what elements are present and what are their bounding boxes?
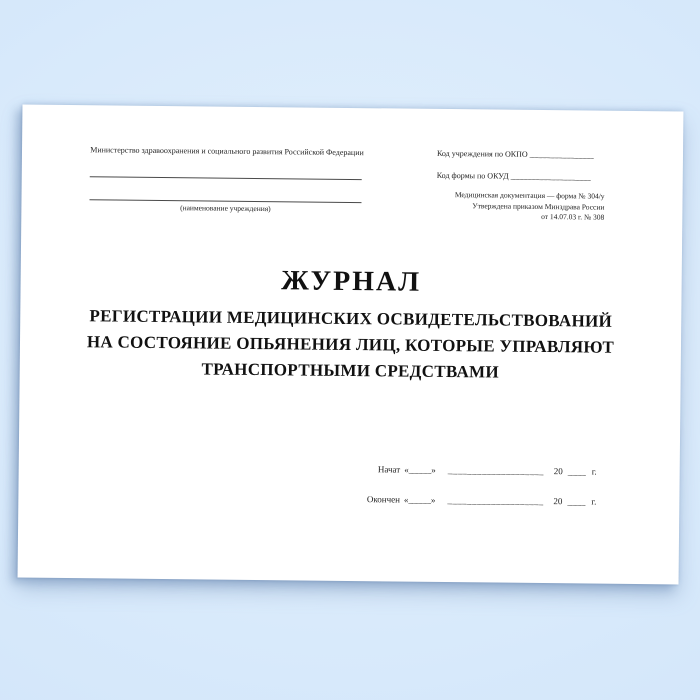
journal-cover-sheet — [18, 105, 684, 585]
institution-caption: (наименование учреждения) — [180, 203, 271, 214]
subtitle-line-2: НА СОСТОЯНИЕ ОПЬЯНЕНИЯ ЛИЦ, КОТОРЫЕ УПРАВЛЯЮТ — [86, 332, 615, 357]
started-year-prefix: 20 — [553, 466, 563, 477]
form-number-line: Медицинская документация — форма № 304/у — [454, 190, 605, 201]
approval-date-line: от 14.07.03 г. № 308 — [541, 211, 605, 222]
finished-label: Окончен — [366, 494, 400, 505]
okpo-label: Код учреждения по ОКПО — [436, 148, 528, 159]
started-month-blank: ____________________ — [447, 465, 544, 477]
finished-day-blank: «_____» — [403, 494, 436, 505]
started-label: Начат — [377, 464, 401, 475]
started-row — [367, 464, 597, 476]
finished-row — [367, 494, 597, 506]
subtitle-line-3: ТРАНСПОРТНЫМИ СРЕДСТВАМИ — [201, 359, 500, 382]
approval-line: Утверждена приказом Минздрава России — [472, 200, 605, 212]
started-year-suffix: г. — [591, 466, 597, 477]
okud-row — [437, 171, 594, 183]
finished-year-blank: ____ — [567, 496, 586, 507]
started-day-blank: «_____» — [404, 464, 436, 475]
okud-blank-field: ____________________ — [510, 171, 591, 182]
codes-block — [437, 149, 594, 195]
okpo-blank-field: ________________ — [529, 149, 594, 160]
form-approval-block — [455, 190, 605, 223]
ministry-name: Министерство здравоохранения и социального развития Российской Федерации — [90, 145, 364, 158]
started-year-blank: ____ — [567, 466, 586, 477]
subtitle-line-1: РЕГИСТРАЦИИ МЕДИЦИНСКИХ ОСВИДЕТЕЛЬСТВОВАНИЙ — [89, 306, 613, 331]
finished-year-prefix: 20 — [553, 496, 563, 507]
finished-month-blank: ____________________ — [447, 495, 544, 507]
journal-title: ЖУРНАЛ — [281, 265, 422, 298]
journal-subtitle — [20, 303, 682, 388]
institution-blank-line-1 — [90, 176, 362, 180]
dates-block — [367, 464, 597, 526]
finished-year-suffix: г. — [591, 496, 597, 507]
okud-label: Код формы по ОКУД — [436, 170, 509, 181]
okpo-row — [437, 149, 594, 161]
